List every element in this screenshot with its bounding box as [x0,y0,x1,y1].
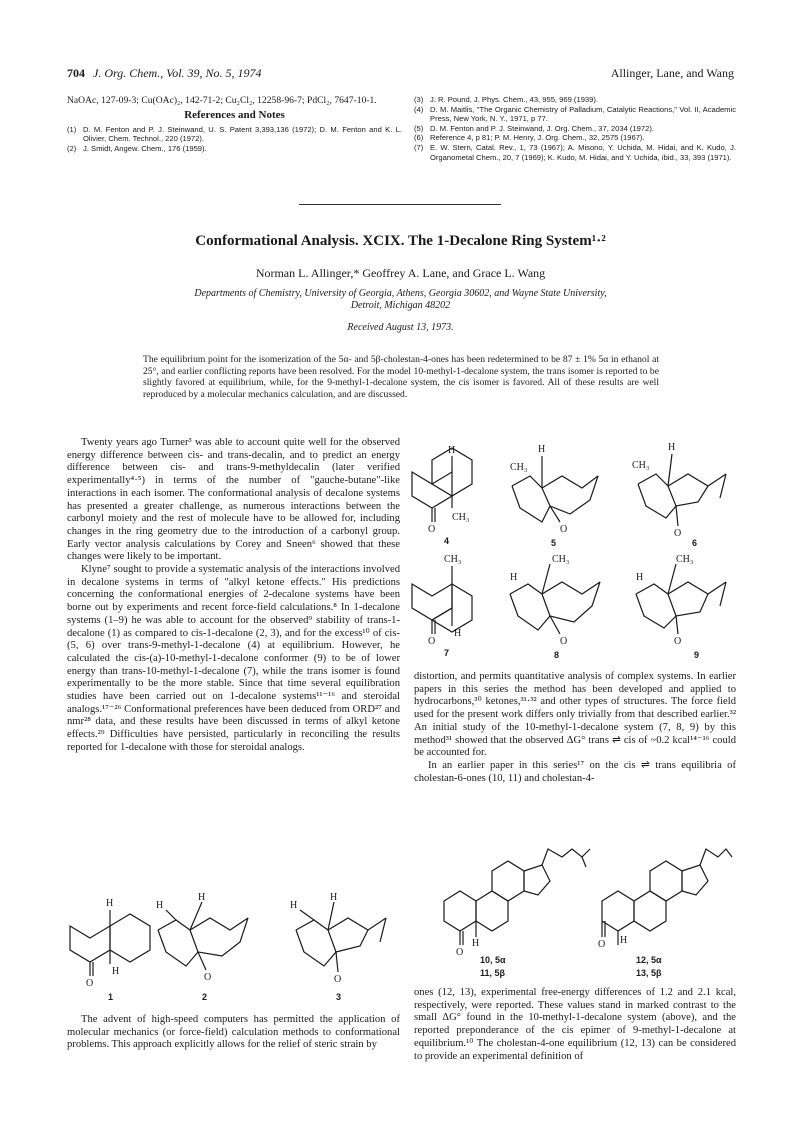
registry-numbers: NaOAc, 127-09-3; Cu(OAc)₂, 142-71-2; Cu₂Cl₂, 12258-96-7; PdCl₂, 7647-10-1. [67,95,377,106]
journal-citation: J. Org. Chem., Vol. 39, No. 5, 1974 [93,66,262,80]
atom-h-7: H [454,628,462,639]
atom-h-4: H [448,445,456,456]
atom-o-5: O [560,524,568,535]
structures-4-to-9 [410,436,740,661]
label-12: 12, 5α [636,955,662,965]
structures-1-to-3 [68,890,403,1008]
reference-text: D. M. Fenton and P. J. Steinwand, J. Org. Chem., 37, 2034 (1972). [430,123,654,133]
reference-number: (5) [414,123,424,133]
label-5: 5 [551,538,557,548]
structure-1 [70,898,150,1002]
label-4: 4 [444,536,450,546]
reference-number: (7) [414,142,424,152]
atom-ch3-4: CH₃ [452,512,470,523]
label-7: 7 [444,648,450,658]
structures-10-to-13 [420,845,736,980]
previous-article-refs-right [414,95,736,162]
reference-number: (2) [67,143,77,153]
reference-item [414,105,736,124]
paragraph-cholestanones: In an earlier paper in this series¹⁷ on the cis ⇌ trans equilibria of cholestan-6-ones (10, 11) and cholestan-4- [414,759,736,784]
reference-number: (6) [414,133,424,143]
atom-h-9: H [636,572,644,583]
paragraph-molecular-mechanics: The advent of high-speed computers has permitted the application of molecular mechanics (or force-field) calculation methods to conformational problems. This approach explicitly allows for the relief of steric strain by [67,1014,400,1051]
reference-item [414,143,736,162]
body-left-column-bottom [67,1014,400,1052]
paragraph-klyne: Klyne⁷ sought to provide a systematic analysis of the interactions involved in decalone systems in terms of "alkyl ketone effects." His predictions concerning the conformational energies of 2-decalone systems have been borne out by experiments and recent force-field calculations.⁸ In 1-decalone systems (1–9) he was able to account for the observed⁹ stability of trans-1-decalone (1) as compared to cis-1-decalone (2, 3), and for the excess¹⁰ of cis-(5, 6) over trans-9-methyl-1-decalone (4) at equilibrium. However, he calculated the cis-(a)-10-methyl-1-decalone conformer (9) to be of lower energy than trans-10-methyl-1-decalone (7), while the trans isomer is found experimentally to be the more stable. Since that time several equilibration studies have been carried out on 1-decalone systems¹¹⁻¹⁶ and steroidal analogs.¹⁷⁻²⁶ Conformational preferences have been deduced from ORD²⁷ and nmr²⁸ data, and these results have been discussed in terms of alkyl ketone effects.²⁹ Difficulties have persisted, particularly in reconciling the results reported for 1-decalone with those for steroidal analogs. [67,564,400,753]
atom-ch3-5: CH₃ [510,462,528,473]
paragraph-intro: Twenty years ago Turner³ was able to account quite well for the observed energy difference between cis- and trans-decalin, and to predict an energy difference between cis- and trans-9-methyldecalin (later verified experimentally⁴·⁵) in terms of the number of "gauche-butane"-like interactions in each isomer. The conformational analysis of decalone systems has presented a greater challenge, as numerous interactions between the carbonyl moiety and the rest of molecule have to be allowed for, including changes in the ring geometry due to the introduction of a carbonyl group. Early vector analysis calculations by Corey and Sneen⁶ showed that these changes were likely to be important. [67,437,400,563]
atom-h-3a: H [330,892,338,903]
reference-number: (3) [414,95,424,104]
atom-o-10: O [456,947,464,958]
atom-h-3b: H [290,900,298,911]
atom-h-1a: H [106,898,114,909]
references-heading: References and Notes [184,109,285,121]
reference-item [67,125,402,144]
reference-number: (1) [67,124,77,134]
affiliation-line-2: Detroit, Michigan 48202 [350,300,451,311]
reference-text: J. Smidt, Angew. Chem., 176 (1959). [83,143,207,153]
atom-h-5: H [538,444,546,455]
article-divider [299,204,501,205]
atom-o-1: O [86,978,94,989]
page-number: 704 [67,66,85,80]
reference-list-right [414,95,736,162]
running-header-authors: Allinger, Lane, and Wang [610,66,734,80]
reference-text: D. M. Fenton and P. J. Steinwand, U. S. Patent 3,393,136 (1972); D. M. Fenton and K. L. Olivier, Chem. Technol., 220 (1972). [83,124,402,144]
atom-o-4: O [428,524,436,535]
structure-2 [156,892,248,1002]
structure-3 [290,892,386,1002]
label-1: 1 [108,992,114,1002]
atom-h-2a: H [198,892,206,903]
structure-8 [510,554,600,660]
atom-h-1b: H [112,966,120,977]
atom-h-2b: H [156,900,164,911]
atom-ch3-9: CH₃ [676,554,694,565]
reference-list-left [67,125,402,154]
reference-item [414,124,736,134]
atom-h-6: H [668,442,676,453]
reference-text: D. M. Maitlis, "The Organic Chemistry of Palladium, Catalytic Reactions," Vol. II, Academic Press, New York, N. Y., 1971, p 77. [430,104,736,124]
atom-ch3-8: CH₃ [552,554,570,565]
structure-7 [412,554,472,658]
label-2: 2 [202,992,208,1002]
previous-article-refs-left [67,95,402,153]
reference-text: Reference 4, p 81; P. M. Henry, J. Org. Chem., 32, 2575 (1967). [430,133,645,143]
reference-item [67,144,402,154]
atom-o-6: O [674,528,682,539]
article-authors: Norman L. Allinger,* Geoffrey A. Lane, and Grace L. Wang [255,266,546,280]
atom-o-2: O [204,972,212,983]
steroid-12-13 [598,849,732,978]
running-header-left [67,66,262,81]
reference-number: (4) [414,104,424,114]
atom-h-8: H [510,572,518,583]
label-3: 3 [336,992,342,1002]
atom-ch3-6: CH₃ [632,460,650,471]
atom-o-7: O [428,636,436,647]
atom-o-8: O [560,636,568,647]
paragraph-free-energy: ones (12, 13), experimental free-energy differences of 1.2 and 2.1 kcal, respectively, were reported. These values stand in marked contrast to the small ΔG° found in the 10-methyl-1-decalone system (above), and the reported preponderance of the cis epimer of 9-methyl-1-decalone at equilibrium.¹⁰ The cholestan-4-one equilibrium (12, 13) can be considered to provide an experimental definition of [414,987,736,1062]
label-13: 13, 5β [636,968,662,978]
steroid-10-11 [444,849,590,978]
body-right-column-bottom [414,987,736,1063]
label-8: 8 [554,650,560,660]
atom-h-10: H [472,938,480,949]
label-11: 11, 5β [480,968,506,978]
label-9: 9 [694,650,700,660]
abstract: The equilibrium point for the isomerization of the 5α- and 5β-cholestan-4-ones has been redetermined to be 87 ± 1% 5α in ethanol at 25°, and earlier conflicting reports have been resolved. For the model 10-methyl-1-decalone system, the trans isomer is reported to be slightly favored at equilibrium, while, for the 9-methyl-1-decalone system, the cis isomer is favored. All of these results are well reproduced by a molecular mechanics calculation, and are discussed. [143,354,659,400]
structure-4 [412,445,472,546]
body-left-column [67,437,400,755]
affiliation [0,288,801,312]
atom-h-12: H [620,935,628,946]
affiliation-line-1: Departments of Chemistry, University of Georgia, Athens, Georgia 30602, and Wayne State University, [194,288,607,299]
reference-item [414,133,736,143]
atom-o-3: O [334,974,342,985]
reference-text: E. W. Stern, Catal. Rev., 1, 73 (1967); A. Misono, Y. Uchida, M. Hidai, and K. Kudo, J. Organometal Chem., 20, 7 (1969); K. Kudo, M. Hidai, and Y. Uchida, ibid., 33, 393 (1971). [430,142,736,162]
structure-9 [636,554,726,660]
paragraph-distortion: distortion, and permits quantitative analysis of complex systems. In earlier papers in this series the method has been developed and applied to hydrocarbons,³⁰ ketones,³¹·³² and other types of structures. The force field used for the present work differs only trivially from that described earlier.³² An initial study of the 10-methyl-1-decalone system (7, 8, 9) by this method³¹ showed that the observed ΔG° trans ⇌ cis of ~0.2 kcal¹⁴⁻¹⁶ could be accounted for. [414,671,736,759]
atom-o-12: O [598,939,606,950]
received-date: Received August 13, 1973. [347,322,454,333]
structure-5 [510,444,598,548]
reference-text: J. R. Pound, J. Phys. Chem., 43, 955, 969 (1939). [430,95,598,104]
label-10: 10, 5α [480,955,506,965]
atom-o-9: O [674,636,682,647]
structure-6 [632,442,726,548]
article-title: Conformational Analysis. XCIX. The 1-Decalone Ring System¹·² [195,233,606,249]
reference-item [414,95,736,105]
label-6: 6 [692,538,698,548]
atom-ch3-7: CH₃ [444,554,462,565]
body-right-column [414,671,736,785]
